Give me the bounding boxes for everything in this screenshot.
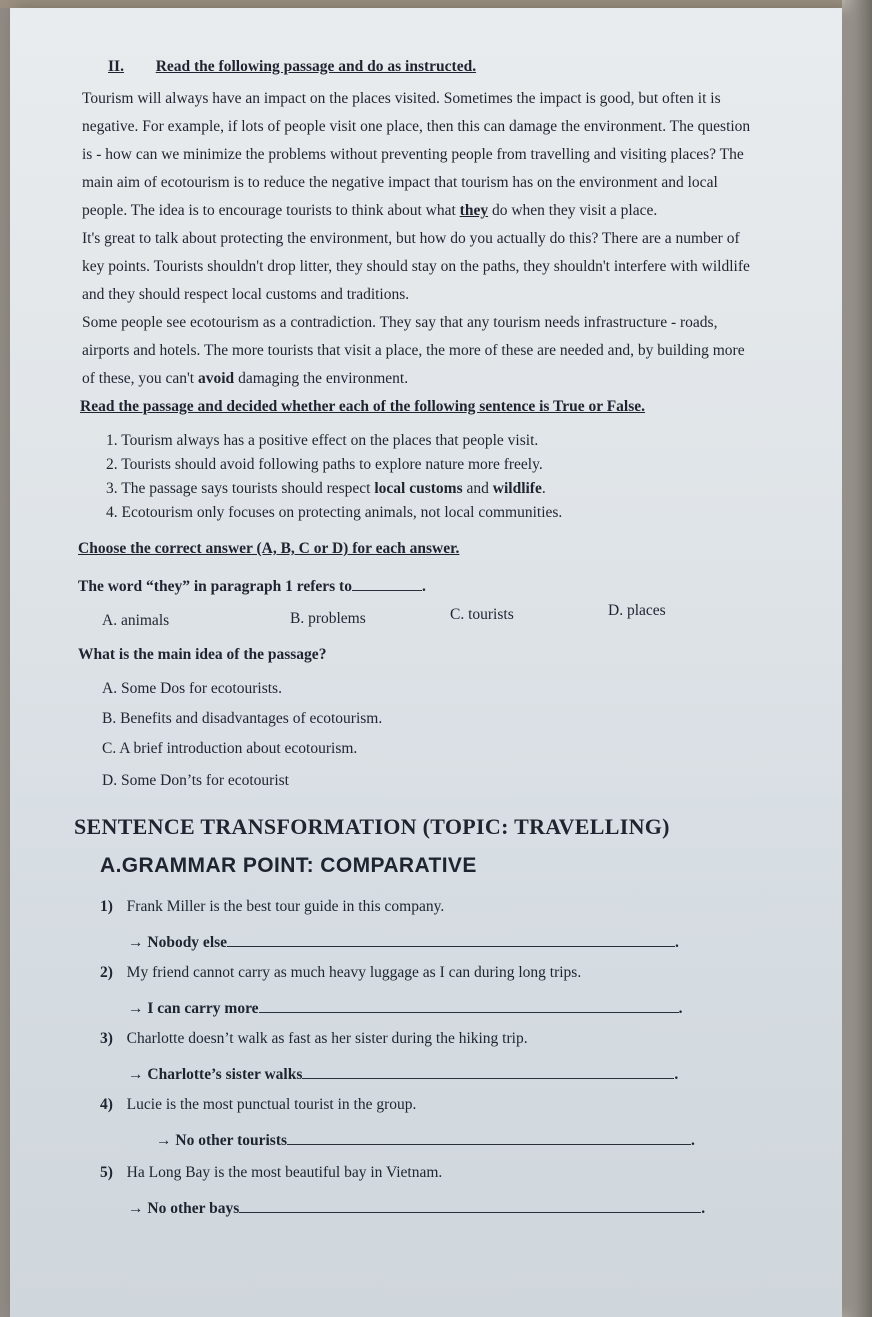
tf-item-number: 4. [106,504,118,521]
mc-option[interactable]: B. Benefits and disadvantages of ecotourism. [102,710,383,727]
tf-item [106,456,543,474]
tf-item-text: Tourism always has a positive effect on the places that people visit. [121,432,539,449]
tf-item-bold: wildlife [492,480,542,497]
transform-end: . [701,1200,706,1217]
transform-text: Lucie is the most punctual tourist in the group. [126,1096,417,1113]
transform-end: . [691,1132,695,1149]
tf-item-bold: local customs [374,480,463,497]
passage-line: key points. Tourists shouldn't drop litter, they should stay on the paths, they shouldn't interfere with wildlife [82,258,750,275]
passage-text: of these, you can't [82,370,195,387]
passage-line: main aim of ecotourism is to reduce the negative impact that tourism has on the environment and local [82,174,718,191]
transform-prompt-text: → I can carry more [128,1000,259,1017]
mc-instruction: Choose the correct answer (A, B, C or D) for each answer. [78,540,460,557]
answer-blank[interactable] [352,576,422,591]
tf-item [106,480,546,498]
background-band [0,0,872,8]
transform-number: 2) [100,964,113,981]
book-edge [842,0,872,1317]
mc-question-stem: The word “they” in paragraph 1 refers to [78,578,352,595]
transform-end: . [678,1000,683,1017]
answer-blank[interactable] [239,1198,701,1213]
transform-sentence [100,1164,442,1182]
transform-text: Charlotte doesn’t walk as fast as her sister during the hiking trip. [126,1030,528,1047]
transform-prompt-text: → No other tourists [156,1132,288,1149]
section-instruction: Read the following passage and do as instructed. [155,58,477,75]
answer-blank[interactable] [287,1130,691,1145]
tf-item [106,504,562,522]
grammar-title: A.GRAMMAR POINT: COMPARATIVE [100,854,477,877]
passage-line: airports and hotels. The more tourists that visit a place, the more of these are needed and, by building more [82,342,745,359]
passage-text: do when they visit a place. [491,202,658,219]
transformation-title: SENTENCE TRANSFORMATION (TOPIC: TRAVELLING) [74,814,670,839]
transform-sentence [100,1030,528,1048]
tf-item [106,432,538,450]
transform-prompt [156,1130,695,1150]
answer-blank[interactable] [302,1064,674,1079]
passage-keyword-they: they [459,202,489,219]
mc-option[interactable]: A. animals [102,612,170,629]
passage-line: Some people see ecotourism as a contradiction. They say that any tourism needs infrastructure - roads, [82,314,718,331]
transform-prompt [128,1064,678,1084]
worksheet-page [10,8,842,1317]
passage-text: damaging the environment. [238,370,409,387]
transform-prompt-text: → Charlotte’s sister walks [128,1066,303,1083]
tf-item-text: Ecotourism only focuses on protecting animals, not local communities. [121,504,563,521]
mc-option[interactable]: A. Some Dos for ecotourists. [102,680,282,697]
transform-sentence [100,898,444,916]
mc-option[interactable]: D. Some Don’ts for ecotourist [102,772,289,789]
mc-question-stem-end: . [421,578,426,595]
passage-line: Tourism will always have an impact on the places visited. Sometimes the impact is good, but often it is [82,90,721,107]
mc-question-1 [78,576,426,596]
tf-item-number: 2. [106,456,118,473]
transform-number: 5) [100,1164,113,1181]
passage-line: is - how can we minimize the problems without preventing people from travelling and visiting places? The [82,146,744,163]
transform-sentence [100,1096,416,1114]
transform-end: . [675,934,679,951]
mc-option[interactable]: D. places [608,602,666,619]
passage-line: It's great to talk about protecting the environment, but how do you actually do this? There are a number of [82,230,740,247]
tf-instruction: Read the passage and decided whether each of the following sentence is True or False. [80,398,646,415]
transform-text: Frank Miller is the best tour guide in this company. [126,898,445,915]
passage-keyword-avoid: avoid [198,370,235,387]
answer-blank[interactable] [259,998,679,1013]
passage-text: people. The idea is to encourage tourists to think about what [82,202,456,219]
passage-line: and they should respect local customs and traditions. [82,286,410,303]
transform-prompt [128,1198,705,1218]
tf-item-text: and [462,480,493,497]
section-header [108,58,476,76]
mc-option[interactable]: C. tourists [450,606,514,623]
transform-text: My friend cannot carry as much heavy luggage as I can during long trips. [126,964,582,981]
mc-option[interactable]: B. problems [290,610,366,627]
tf-item-text: . [541,480,546,497]
mc-option[interactable]: C. A brief introduction about ecotourism. [102,740,358,757]
transform-prompt [128,998,682,1018]
mc-question-2: What is the main idea of the passage? [78,646,327,663]
tf-item-text: The passage says tourists should respect [121,480,371,497]
tf-item-number: 1. [106,432,118,449]
passage-line: negative. For example, if lots of people visit one place, then this can damage the environment. The question [82,118,751,135]
transform-prompt-text: → Nobody else [128,934,228,951]
tf-item-number: 3. [106,480,118,497]
transform-text: Ha Long Bay is the most beautiful bay in Vietnam. [126,1164,443,1181]
section-number: II. [108,58,124,75]
tf-item-text: Tourists should avoid following paths to explore nature more freely. [121,456,543,473]
transform-prompt [128,932,679,952]
transform-number: 3) [100,1030,113,1047]
transform-end: . [674,1066,679,1083]
transform-sentence [100,964,581,982]
passage-line [82,370,408,388]
transform-number: 1) [100,898,113,915]
passage-line [82,202,657,220]
transform-number: 4) [100,1096,113,1113]
transform-prompt-text: → No other bays [128,1200,240,1217]
answer-blank[interactable] [227,932,675,947]
